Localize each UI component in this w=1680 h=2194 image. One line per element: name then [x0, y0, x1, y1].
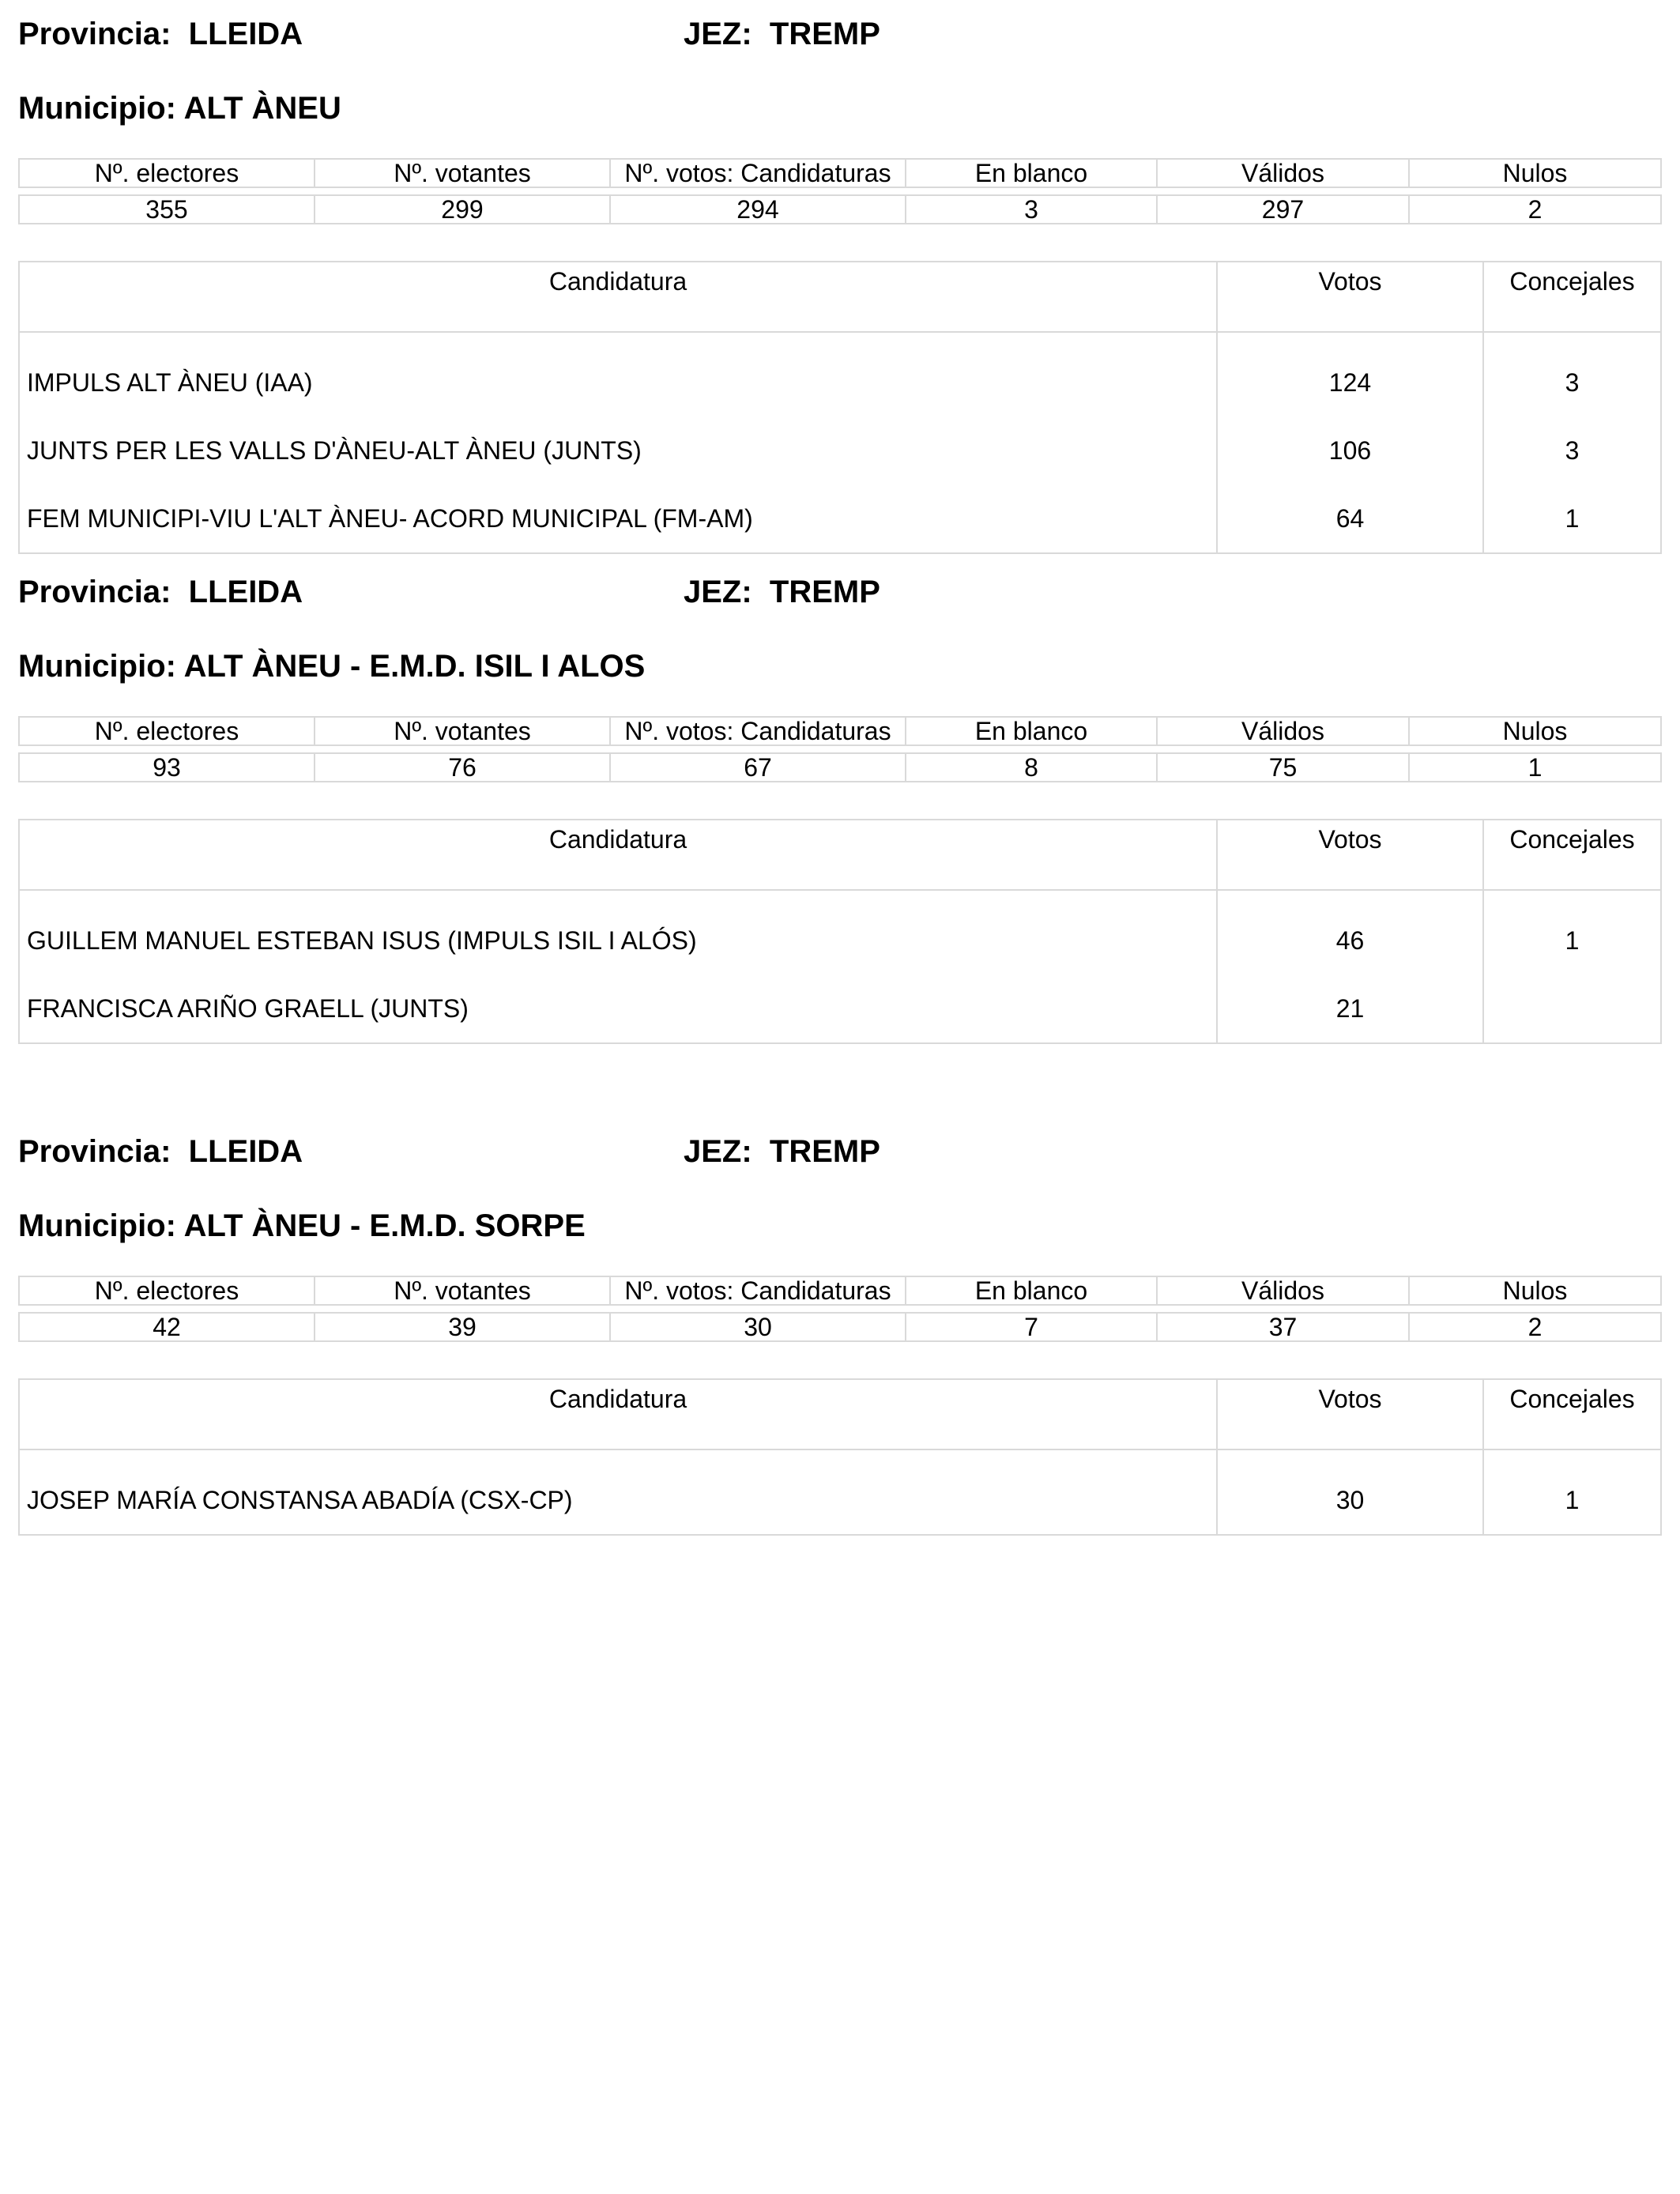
stats-header-row — [19, 159, 1661, 187]
jez-value: TREMP — [769, 17, 880, 51]
candidaturas-header-row — [19, 1379, 1661, 1449]
municipio-label: Municipio: — [18, 91, 176, 126]
votantes-value: 76 — [315, 753, 610, 782]
candidatura-concejales: 3 — [1483, 417, 1661, 484]
municipio-line — [18, 89, 341, 128]
votos-header: Votos — [1217, 1379, 1483, 1449]
candidatura-name: IMPULS ALT ÀNEU (IAA) — [19, 332, 1217, 417]
votantes-header: Nº. votantes — [315, 159, 610, 187]
nulos-value: 2 — [1409, 195, 1661, 224]
electores-value: 93 — [19, 753, 315, 782]
votos-candidaturas-value: 30 — [610, 1313, 906, 1341]
nulos-header: Nulos — [1409, 717, 1661, 745]
candidatura-concejales — [1483, 974, 1661, 1043]
concejales-header: Concejales — [1483, 820, 1661, 890]
votos-candidaturas-header: Nº. votos: Candidaturas — [610, 159, 906, 187]
en-blanco-value: 8 — [906, 753, 1157, 782]
provincia-line — [18, 572, 303, 612]
candidatura-concejales: 1 — [1483, 890, 1661, 974]
nulos-value: 2 — [1409, 1313, 1661, 1341]
votos-candidaturas-header: Nº. votos: Candidaturas — [610, 1276, 906, 1305]
en-blanco-header: En blanco — [906, 1276, 1157, 1305]
municipio-label: Municipio: — [18, 1208, 176, 1243]
provincia-line — [18, 14, 303, 54]
municipio-label: Municipio: — [18, 649, 176, 684]
en-blanco-header: En blanco — [906, 159, 1157, 187]
candidatura-name: FRANCISCA ARIÑO GRAELL (JUNTS) — [19, 974, 1217, 1043]
municipio-line — [18, 647, 645, 686]
concejales-header: Concejales — [1483, 1379, 1661, 1449]
municipio-value: ALT ÀNEU - E.M.D. ISIL I ALOS — [183, 649, 646, 684]
candidatura-votos: 46 — [1217, 890, 1483, 974]
candidatura-header: Candidatura — [19, 1379, 1217, 1449]
electores-value: 42 — [19, 1313, 315, 1341]
jez-label: JEZ: — [684, 1134, 752, 1169]
electores-header: Nº. electores — [19, 1276, 315, 1305]
provincia-label: Provincia: — [18, 575, 171, 609]
jez-line — [684, 14, 880, 54]
candidatura-row — [19, 484, 1661, 553]
votos-header: Votos — [1217, 262, 1483, 332]
jez-line — [684, 1132, 880, 1171]
stats-value-row — [19, 1313, 1661, 1341]
provincia-value: LLEIDA — [188, 1134, 303, 1169]
validos-header: Válidos — [1157, 717, 1409, 745]
stats-table — [18, 158, 1662, 224]
candidatura-row — [19, 974, 1661, 1043]
nulos-header: Nulos — [1409, 1276, 1661, 1305]
electores-header: Nº. electores — [19, 717, 315, 745]
candidatura-votos: 21 — [1217, 974, 1483, 1043]
municipio-line — [18, 1206, 586, 1246]
en-blanco-value: 3 — [906, 195, 1157, 224]
candidatura-concejales: 3 — [1483, 332, 1661, 417]
candidatura-row — [19, 1449, 1661, 1535]
candidaturas-header-row — [19, 820, 1661, 890]
candidaturas-header-row — [19, 262, 1661, 332]
candidatura-votos: 124 — [1217, 332, 1483, 417]
votantes-header: Nº. votantes — [315, 1276, 610, 1305]
jez-label: JEZ: — [684, 575, 752, 609]
municipio-value: ALT ÀNEU — [183, 91, 341, 126]
candidatura-header: Candidatura — [19, 262, 1217, 332]
stats-table — [18, 716, 1662, 782]
validos-value: 37 — [1157, 1313, 1409, 1341]
candidatura-name: FEM MUNICIPI-VIU L'ALT ÀNEU- ACORD MUNICIPAL (FM-AM) — [19, 484, 1217, 553]
electores-value: 355 — [19, 195, 315, 224]
jez-value: TREMP — [769, 1134, 880, 1169]
candidatura-votos: 64 — [1217, 484, 1483, 553]
municipio-value: ALT ÀNEU - E.M.D. SORPE — [183, 1208, 586, 1243]
stats-value-row — [19, 753, 1661, 782]
validos-header: Válidos — [1157, 159, 1409, 187]
candidatura-votos: 106 — [1217, 417, 1483, 484]
en-blanco-header: En blanco — [906, 717, 1157, 745]
validos-value: 297 — [1157, 195, 1409, 224]
stats-header-row — [19, 1276, 1661, 1305]
nulos-header: Nulos — [1409, 159, 1661, 187]
provincia-line — [18, 1132, 303, 1171]
validos-value: 75 — [1157, 753, 1409, 782]
provincia-value: LLEIDA — [188, 575, 303, 609]
candidatura-name: JOSEP MARÍA CONSTANSA ABADÍA (CSX-CP) — [19, 1449, 1217, 1535]
stats-table — [18, 1276, 1662, 1342]
stats-value-row — [19, 195, 1661, 224]
candidatura-header: Candidatura — [19, 820, 1217, 890]
candidatura-row — [19, 417, 1661, 484]
concejales-header: Concejales — [1483, 262, 1661, 332]
votos-candidaturas-header: Nº. votos: Candidaturas — [610, 717, 906, 745]
provincia-label: Provincia: — [18, 1134, 171, 1169]
en-blanco-value: 7 — [906, 1313, 1157, 1341]
candidatura-concejales: 1 — [1483, 1449, 1661, 1535]
candidaturas-table — [18, 261, 1662, 554]
votantes-header: Nº. votantes — [315, 717, 610, 745]
candidatura-concejales: 1 — [1483, 484, 1661, 553]
candidaturas-table — [18, 819, 1662, 1044]
candidatura-votos: 30 — [1217, 1449, 1483, 1535]
votantes-value: 299 — [315, 195, 610, 224]
candidaturas-table — [18, 1378, 1662, 1536]
candidatura-name: JUNTS PER LES VALLS D'ÀNEU-ALT ÀNEU (JUNTS) — [19, 417, 1217, 484]
nulos-value: 1 — [1409, 753, 1661, 782]
votantes-value: 39 — [315, 1313, 610, 1341]
votos-candidaturas-value: 294 — [610, 195, 906, 224]
electores-header: Nº. electores — [19, 159, 315, 187]
jez-value: TREMP — [769, 575, 880, 609]
jez-label: JEZ: — [684, 17, 752, 51]
validos-header: Válidos — [1157, 1276, 1409, 1305]
candidatura-row — [19, 890, 1661, 974]
candidatura-row — [19, 332, 1661, 417]
stats-header-row — [19, 717, 1661, 745]
provincia-label: Provincia: — [18, 17, 171, 51]
votos-candidaturas-value: 67 — [610, 753, 906, 782]
provincia-value: LLEIDA — [188, 17, 303, 51]
candidatura-name: GUILLEM MANUEL ESTEBAN ISUS (IMPULS ISIL I ALÓS) — [19, 890, 1217, 974]
votos-header: Votos — [1217, 820, 1483, 890]
jez-line — [684, 572, 880, 612]
